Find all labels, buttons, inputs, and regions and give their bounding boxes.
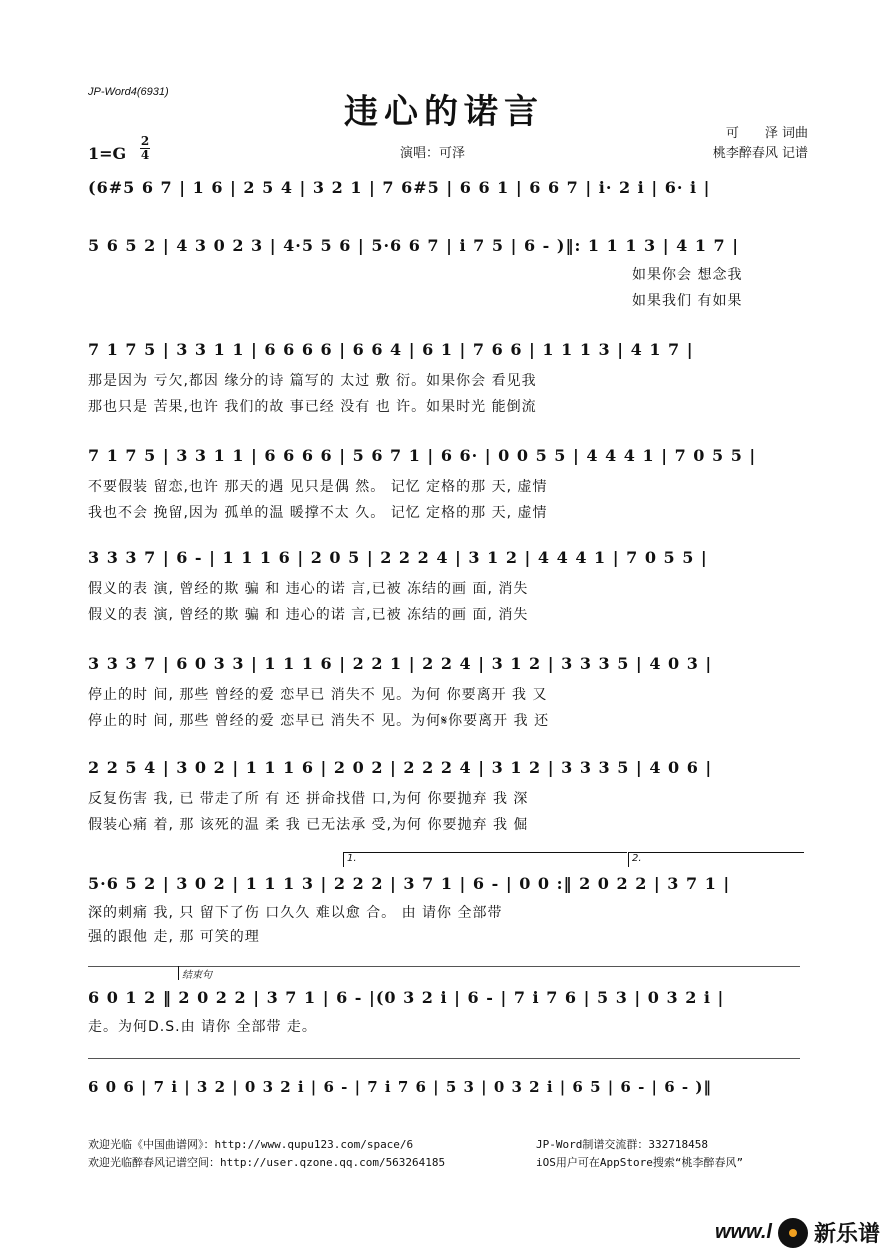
staff-line-2: 5 6 5 2 | 4 3 0 2 3 | 4·5 5 6 | 5·6 6 7 | i 7 5 | 6 - )‖: 1 1 1 3 | 4 1 7 |	[88, 236, 740, 255]
staff-line-1: (6#5 6 7 | 1 6 | 2 5 4 | 3 2 1 | 7 6#5 | 6 6 1 | 6 6 7 | i· 2 i | 6· i |	[88, 178, 711, 197]
footer-qq-group: JP-Word制谱交流群：332718458	[536, 1138, 708, 1151]
staff-line-9: 6 0 1 2 ‖ 2 0 2 2 | 3 7 1 | 6 - |(0 3 2 i | 6 - | 7 i 7 6 | 5 3 | 0 3 2 i |	[88, 988, 725, 1007]
staff-line-5: 3 3 3 7 | 6 - | 1 1 1 6 | 2 0 5 | 2 2 2 4 | 3 1 2 | 4 4 4 1 | 7 0 5 5 |	[88, 548, 708, 567]
staff-line-4: 7 1 7 5 | 3 3 1 1 | 6 6 6 6 | 5 6 7 1 | 6 6· | 0 0 5 5 | 4 4 4 1 | 7 0 5 5 |	[88, 446, 757, 465]
lyric-line-3b: 那也只是 苦果,也许 我们的故 事已经 没有 也 许。如果时光 能倒流	[88, 399, 537, 415]
coda-marker	[178, 966, 272, 980]
watermark-brand: 新乐谱	[813, 1221, 880, 1246]
lyric-line-2b: 如果我们 有如果	[632, 293, 743, 309]
staff-line-7: 2 2 5 4 | 3 0 2 | 1 1 1 6 | 2 0 2 | 2 2 2 4 | 3 1 2 | 3 3 3 5 | 4 0 6 |	[88, 758, 713, 777]
transcriber-credit: 桃李醉春风 记谱	[712, 146, 808, 161]
composer-credit: 可 泽 词曲	[725, 126, 808, 141]
lyric-line-5b: 假义的表 演, 曾经的欺 骗 和 违心的诺 言,已被 冻结的画 面, 消失	[88, 607, 529, 623]
lyric-line-9a: 走。为何D.S.由 请你 全部带 走。	[88, 1019, 317, 1035]
lyric-line-6b: 停止的时 间, 那些 曾经的爱 恋早已 消失不 见。为何𝄋你要离开 我 还	[88, 713, 550, 729]
volta-1-label: 1.	[347, 853, 357, 864]
coda-label: 结束句	[182, 970, 212, 981]
watermark-logo	[715, 1217, 880, 1248]
key-signature: 1=G	[88, 144, 127, 163]
staff-line-6: 3 3 3 7 | 6 0 3 3 | 1 1 1 6 | 2 2 1 | 2 2 4 | 3 1 2 | 3 3 3 5 | 4 0 3 |	[88, 654, 713, 673]
volta-2-label: 2.	[632, 853, 642, 864]
lyric-line-2a: 如果你会 想念我	[632, 267, 743, 283]
lyric-line-4b: 我也不会 挽留,因为 孤单的温 暖撑不太 久。 记忆 定格的那 天, 虚情	[88, 505, 548, 521]
software-label: JP-Word4(6931)	[88, 86, 169, 98]
volta-2	[628, 852, 804, 867]
footer-link-qzone[interactable]: 欢迎光临醉春风记谱空间：http://user.qzone.qq.com/563264185	[88, 1156, 446, 1169]
lyric-line-8b: 强的跟他 走, 那 可笑的理	[88, 929, 260, 945]
time-signature-top: 2	[140, 134, 150, 148]
lyric-line-6a: 停止的时 间, 那些 曾经的爱 恋早已 消失不 见。为何 你要离开 我 又	[88, 687, 548, 703]
staff-line-8: 5·6 5 2 | 3 0 2 | 1 1 1 3 | 2 2 2 | 3 7 1 | 6 - | 0 0 :‖ 2 0 2 2 | 3 7 1 |	[88, 874, 731, 893]
lyric-line-7a: 反复伤害 我, 已 带走了所 有 还 拼命找借 口,为何 你要抛弃 我 深	[88, 791, 529, 807]
lyric-line-8a: 深的刺痛 我, 只 留下了伤 口久久 难以愈 合。 由 请你 全部带	[88, 905, 503, 921]
time-signature	[140, 136, 150, 161]
song-title: 违心的诺言	[344, 92, 544, 132]
lyric-line-3a: 那是因为 亏欠,都因 缘分的诗 篇写的 太过 敷 衍。如果你会 看见我	[88, 373, 537, 389]
lyric-line-5a: 假义的表 演, 曾经的欺 骗 和 违心的诺 言,已被 冻结的画 面, 消失	[88, 581, 529, 597]
music-disc-icon	[778, 1218, 808, 1248]
footer-link-qupu[interactable]: 欢迎光临《中国曲谱网》：http://www.qupu123.com/space/6	[88, 1138, 414, 1151]
lyric-line-7b: 假装心痛 着, 那 该死的温 柔 我 已无法承 受,为何 你要抛弃 我 倔	[88, 817, 529, 833]
footer-ios-note: iOS用户可在AppStore搜索“桃李醉春风”	[536, 1156, 744, 1169]
watermark-url: www.l	[714, 1221, 772, 1243]
staff-line-3: 7 1 7 5 | 3 3 1 1 | 6 6 6 6 | 6 6 4 | 6 1 | 7 6 6 | 1 1 1 3 | 4 1 7 |	[88, 340, 694, 359]
staff-line-10: 6 0 6 | 7 i | 3 2 | 0 3 2 i | 6 - | 7 i 7 6 | 5 3 | 0 3 2 i | 6 5 | 6 - | 6 - )‖	[88, 1078, 712, 1096]
lyric-line-4a: 不要假装 留恋,也许 那天的遇 见只是偶 然。 记忆 定格的那 天, 虚情	[88, 479, 548, 495]
time-signature-bottom: 4	[140, 148, 150, 162]
singer-credit: 演唱：可泽	[400, 146, 466, 161]
outro-rule	[88, 1058, 800, 1059]
volta-1	[343, 852, 627, 867]
